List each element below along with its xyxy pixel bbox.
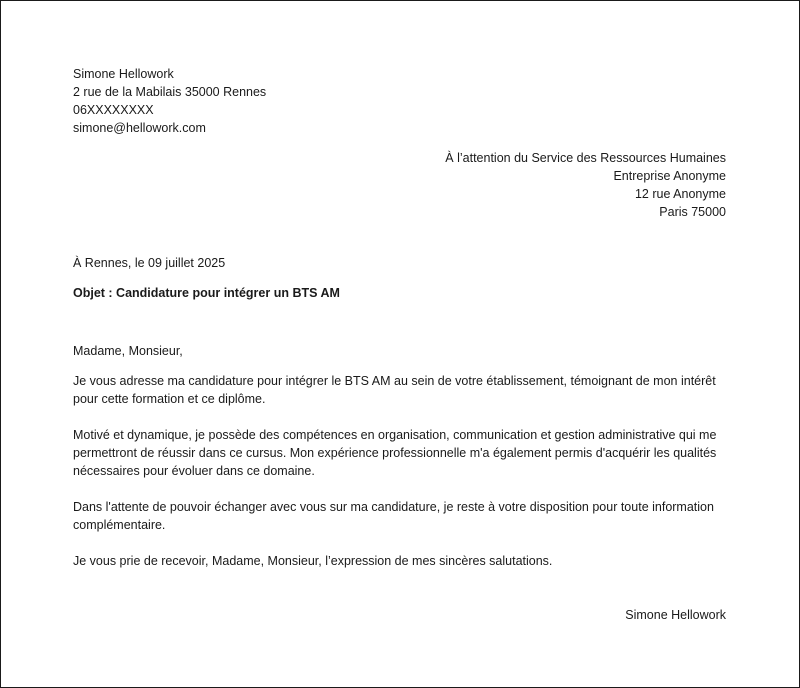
sender-address: 2 rue de la Mabilais 35000 Rennes xyxy=(73,85,267,99)
sender-name: Simone Hellowork xyxy=(73,67,174,81)
paragraph-intro: Je vous adresse ma candidature pour intégrer le BTS AM au sein de votre établissement, témoignant de mon intérêt pour cette formation et ce diplôme. xyxy=(73,374,716,406)
recipient-block xyxy=(445,149,726,221)
sender-phone: 06XXXXXXXX xyxy=(73,103,154,117)
sender-email: simone@hellowork.com xyxy=(73,121,206,135)
recipient-street: 12 rue Anonyme xyxy=(634,187,726,201)
paragraph-availability: Dans l'attente de pouvoir échanger avec vous sur ma candidature, je reste à votre disposition pour toute information complémentaire. xyxy=(73,500,714,532)
paragraph-skills: Motivé et dynamique, je possède des compétences en organisation, communication et gestion administrative qui me permettront de réussir dans ce cursus. Mon expérience professionnelle m'a également permis d'acquérir les qualités nécessaires pour évoluer dans ce domaine. xyxy=(73,428,717,478)
recipient-city: Paris 75000 xyxy=(659,205,726,219)
salutation: Madame, Monsieur, xyxy=(73,344,183,358)
recipient-company: Entreprise Anonyme xyxy=(613,169,726,183)
sender-block xyxy=(73,65,266,137)
recipient-attention: À l’attention du Service des Ressources Humaines xyxy=(445,151,726,165)
date-line: À Rennes, le 09 juillet 2025 xyxy=(73,256,226,270)
signature: Simone Hellowork xyxy=(625,608,726,622)
subject-line: Objet : Candidature pour intégrer un BTS AM xyxy=(73,286,340,300)
closing-line: Je vous prie de recevoir, Madame, Monsieur, l’expression de mes sincères salutations. xyxy=(73,554,553,568)
